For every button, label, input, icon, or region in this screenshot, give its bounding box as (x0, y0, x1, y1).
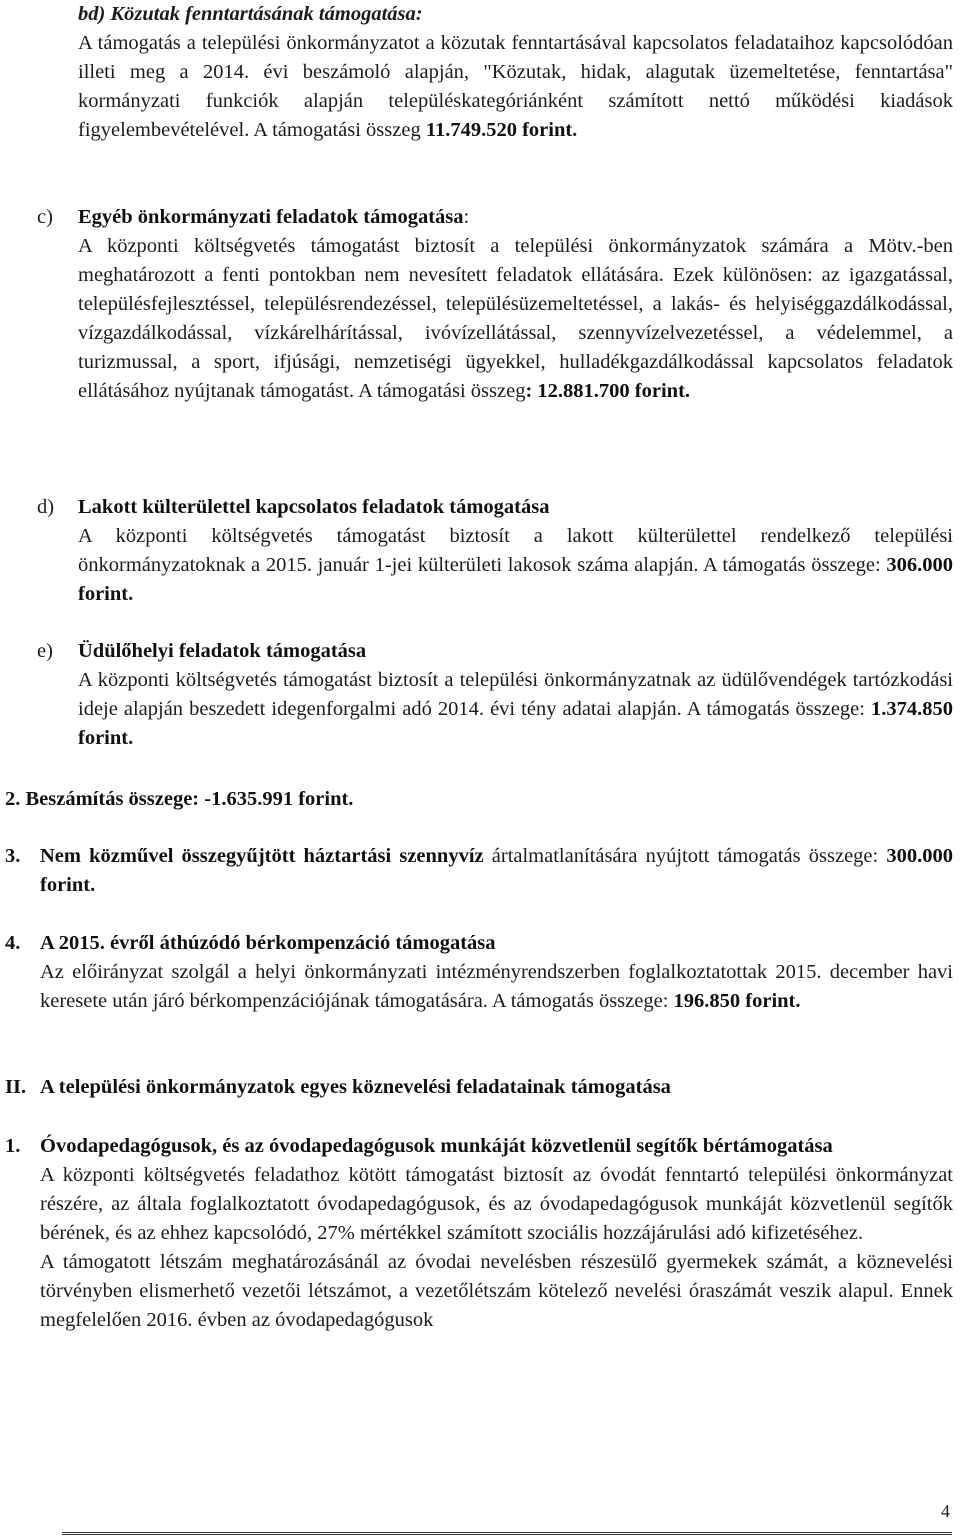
section-e-label: e) (37, 640, 53, 662)
section-c-colon: : (463, 206, 470, 228)
section-c-amount: 12.881.700 forint. (537, 380, 691, 402)
section-4-heading (0, 929, 960, 958)
section-d-text: A központi költségvetés támogatást biztosít a lakott külterülettel rendelkező települési önkormányzatoknak a 2015. január 1-jei külterületi lakosok száma alapján. A támogatás összege: (78, 525, 953, 576)
section-1-para2: A támogatott létszám meghatározásánál az óvodai nevelésben részesülő gyermekek számát, a köznevelési törvényben elismerhető vezetői létszámot, a vezetőlétszám kötelező nevelési óraszámát veszik alapul. Ennek megfelelően 2016. évben az óvodapedagógusok (40, 1251, 953, 1331)
section-d-heading (0, 493, 960, 522)
section-e-body (0, 666, 960, 753)
section-1-title: Óvodapedagógusok, és az óvodapedagógusok munkáját közvetlenül segítők bértámogatása (40, 1135, 833, 1157)
section-1-para1: A központi költségvetés feladathoz kötött támogatást biztosít az óvodát fenntartó települési önkormányzat részére, az általa foglalkoztatott óvodapedagógusok, és az óvodapedagógusok munkáját közvetlenül segítők bérének, és az ehhez kapcsolódó, 27% mértékkel számított szociális hozzájárulási adó kifizetéséhez. (40, 1164, 953, 1244)
section-e-heading (0, 637, 960, 666)
section-e-text: A központi költségvetés támogatást biztosít a települési önkormányzatnak az üdülővendégek tartózkodási ideje alapján beszedett idegenforgalmi adó 2014. évi tény adatai alapján. A támogatás összege: (78, 669, 953, 720)
section-bd-amount: 11.749.520 forint. (425, 119, 578, 141)
section-bd-title: bd) Közutak fenntartásának támogatása: (78, 3, 423, 25)
section-c-label: c) (37, 206, 53, 228)
section-4-amount: 196.850 forint. (673, 990, 801, 1012)
section-II-num: II. (5, 1076, 27, 1098)
section-bd-body (0, 29, 960, 145)
section-c-title: Egyéb önkormányzati feladatok támogatása (78, 206, 464, 228)
section-4-title: A 2015. évről áthúzódó bérkompenzáció támogatása (40, 932, 496, 954)
section-c-body (0, 232, 960, 406)
section-c-amount-colon: : (525, 380, 533, 402)
section-e-amount: 1.374.850 forint. (78, 698, 953, 749)
section-bd-text: A támogatás a települési önkormányzatot a közutak fenntartásával kapcsolatos feladataihoz kapcsolódóan illeti meg a 2014. évi beszámoló alapján, "Közutak, hidak, alagutak üzemeltetése, fenntartása" kormányzati funkciók alapján településkategóriánként számított nettó működési kiadások figyelembevételével. A támogatási összeg (78, 32, 953, 141)
section-1 (0, 1132, 960, 1335)
section-bd (0, 0, 960, 145)
footer-rule (62, 1532, 952, 1535)
section-2-text: 2. Beszámítás összege: -1.635.991 forint. (5, 788, 354, 810)
section-3-num: 3. (5, 845, 21, 867)
section-c-text: A központi költségvetés támogatást biztosít a települési önkormányzatok számára a Mötv.-ben meghatározott a fenti pontokban nem nevesített feladatok ellátására. Ezek különösen: az igazgatással, településfejlesztéssel, településrendezéssel, településüzemeltetéssel, a lakás- és helyiséggazdálkodással, vízgazdálkodással, vízkárelhárítással, ivóvízellátással, szennyvízelvezetéssel, a védelemmel, a turizmussal, a sport, ifjúsági, nemzetiségi ügyekkel, hulladékgazdálkodással kapcsolatos feladatok ellátásához nyújtanak támogatást. A támogatási összeg (78, 235, 953, 402)
section-1-num: 1. (5, 1135, 21, 1157)
section-4-text: Az előirányzat szolgál a helyi önkormányzati intézményrendszerben foglalkoztatottak 2015. december havi keresete után járó bérkompenzációjának támogatására. A támogatás összege: (40, 961, 953, 1012)
section-3 (0, 842, 960, 900)
section-e (0, 637, 960, 753)
page-number: 4 (941, 1501, 950, 1521)
section-3-amount: 300.000 forint. (40, 845, 953, 896)
section-2 (0, 785, 960, 814)
section-d (0, 493, 960, 609)
section-4-num: 4. (5, 932, 21, 954)
section-4-body (0, 958, 960, 1016)
section-4 (0, 929, 960, 1016)
section-c-heading (0, 203, 960, 232)
section-d-title: Lakott külterülettel kapcsolatos feladatok támogatása (78, 496, 550, 518)
section-d-body (0, 522, 960, 609)
section-II-title: A települési önkormányzatok egyes köznevelési feladatainak támogatása (40, 1076, 671, 1098)
section-c (0, 203, 960, 406)
section-d-amount: 306.000 forint. (78, 554, 953, 605)
section-II (0, 1073, 960, 1102)
section-1-heading (0, 1132, 960, 1161)
section-3-bold: Nem közművel összegyűjtött háztartási szennyvíz (40, 845, 484, 867)
section-e-title: Üdülőhelyi feladatok támogatása (78, 640, 367, 662)
section-3-text: ártalmatlanítására nyújtott támogatás összege: (483, 845, 887, 867)
section-d-label: d) (37, 496, 55, 518)
